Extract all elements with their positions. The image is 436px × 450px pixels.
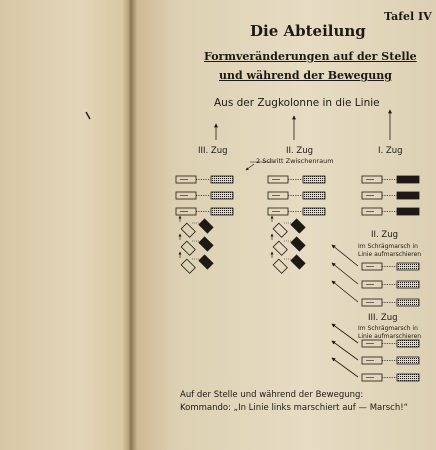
zug2-line-arrow-1 bbox=[332, 245, 358, 266]
zug3-oblique-3-box bbox=[181, 259, 195, 273]
zug1-row-2-rear-box bbox=[397, 192, 419, 199]
zug3-line-arrow-3 bbox=[332, 358, 358, 377]
zug3-row-1-rear-box bbox=[211, 176, 233, 183]
subtitle-line-1: Formveränderungen auf der Stelle bbox=[204, 50, 417, 63]
stray-pen-mark bbox=[86, 112, 90, 119]
zug3-oblique-1 bbox=[181, 223, 195, 237]
zug3-oblique-3-rear bbox=[199, 255, 213, 269]
zug2-row-2-rear-box bbox=[303, 192, 325, 199]
zug3-line-arrow-2 bbox=[332, 341, 358, 360]
gap-pointer bbox=[246, 164, 254, 170]
page-title: Die Abteilung bbox=[250, 22, 366, 40]
zug3-oblique-3 bbox=[181, 259, 195, 273]
zug3-line-unit-1-rear-box bbox=[397, 340, 419, 347]
zug2-line-arrow-2 bbox=[332, 263, 358, 284]
zug2-oblique-2-box bbox=[273, 241, 287, 255]
zug3-oblique-2-box bbox=[181, 241, 195, 255]
zug1-row-1-rear-box bbox=[397, 176, 419, 183]
label-zug-3: III. Zug bbox=[198, 146, 228, 156]
zug2-oblique-3-box bbox=[273, 259, 287, 273]
zug2-oblique-2 bbox=[273, 241, 287, 255]
zug2-row-3-rear-box bbox=[303, 208, 325, 215]
zug2-line-unit-3-rear-box bbox=[397, 299, 419, 306]
zug2-line-arrow-3 bbox=[332, 281, 358, 302]
zug2-oblique-3 bbox=[273, 259, 287, 273]
zug2-oblique-2-rear bbox=[291, 237, 305, 251]
plate-number: Tafel IV bbox=[384, 10, 432, 23]
zug2-row-1-rear-box bbox=[303, 176, 325, 183]
label-zug-2: II. Zug bbox=[286, 146, 314, 156]
side-zug2-title: II. Zug bbox=[371, 230, 399, 240]
zug3-row-3-rear-box bbox=[211, 208, 233, 215]
zug2-line-unit-2-rear-box bbox=[397, 281, 419, 288]
side-zug3-title: III. Zug bbox=[368, 313, 398, 323]
side-zug3-note-2: Linie aufmarschieren bbox=[358, 333, 422, 340]
zug2-oblique-1 bbox=[273, 223, 287, 237]
zug2-line-unit-1-rear-box bbox=[397, 263, 419, 270]
zug3-oblique-1-box bbox=[181, 223, 195, 237]
zug3-line-arrow-1 bbox=[332, 324, 358, 343]
zug3-row-2-rear-box bbox=[211, 192, 233, 199]
zug2-oblique-1-box bbox=[273, 223, 287, 237]
side-zug3-note-1: Im Schrägmarsch in bbox=[358, 325, 418, 332]
zug3-line-unit-3-rear-box bbox=[397, 374, 419, 381]
subtitle-line-2: und während der Bewegung bbox=[219, 69, 392, 82]
zug3-oblique-2 bbox=[181, 241, 195, 255]
zug2-oblique-1-rear bbox=[291, 219, 305, 233]
zug2-oblique-3-rear bbox=[291, 255, 305, 269]
gap-label: 2 Schritt Zwischenraum bbox=[256, 157, 334, 165]
label-zug-1: I. Zug bbox=[378, 146, 403, 156]
side-zug2-note-2: Linie aufmarschieren bbox=[358, 251, 422, 258]
zug1-row-3-rear-box bbox=[397, 208, 419, 215]
footer-command: Kommando: „In Linie links marschiert auf — Marsch!“ bbox=[180, 403, 409, 413]
zug3-oblique-2-rear bbox=[199, 237, 213, 251]
side-zug2-note-1: Im Schrägmarsch in bbox=[358, 243, 418, 250]
zug3-oblique-1-rear bbox=[199, 219, 213, 233]
zug3-line-unit-2-rear-box bbox=[397, 357, 419, 364]
diagram-heading: Aus der Zugkolonne in die Linie bbox=[214, 97, 380, 109]
footer-line-1: Auf der Stelle und während der Bewegung: bbox=[180, 390, 364, 400]
